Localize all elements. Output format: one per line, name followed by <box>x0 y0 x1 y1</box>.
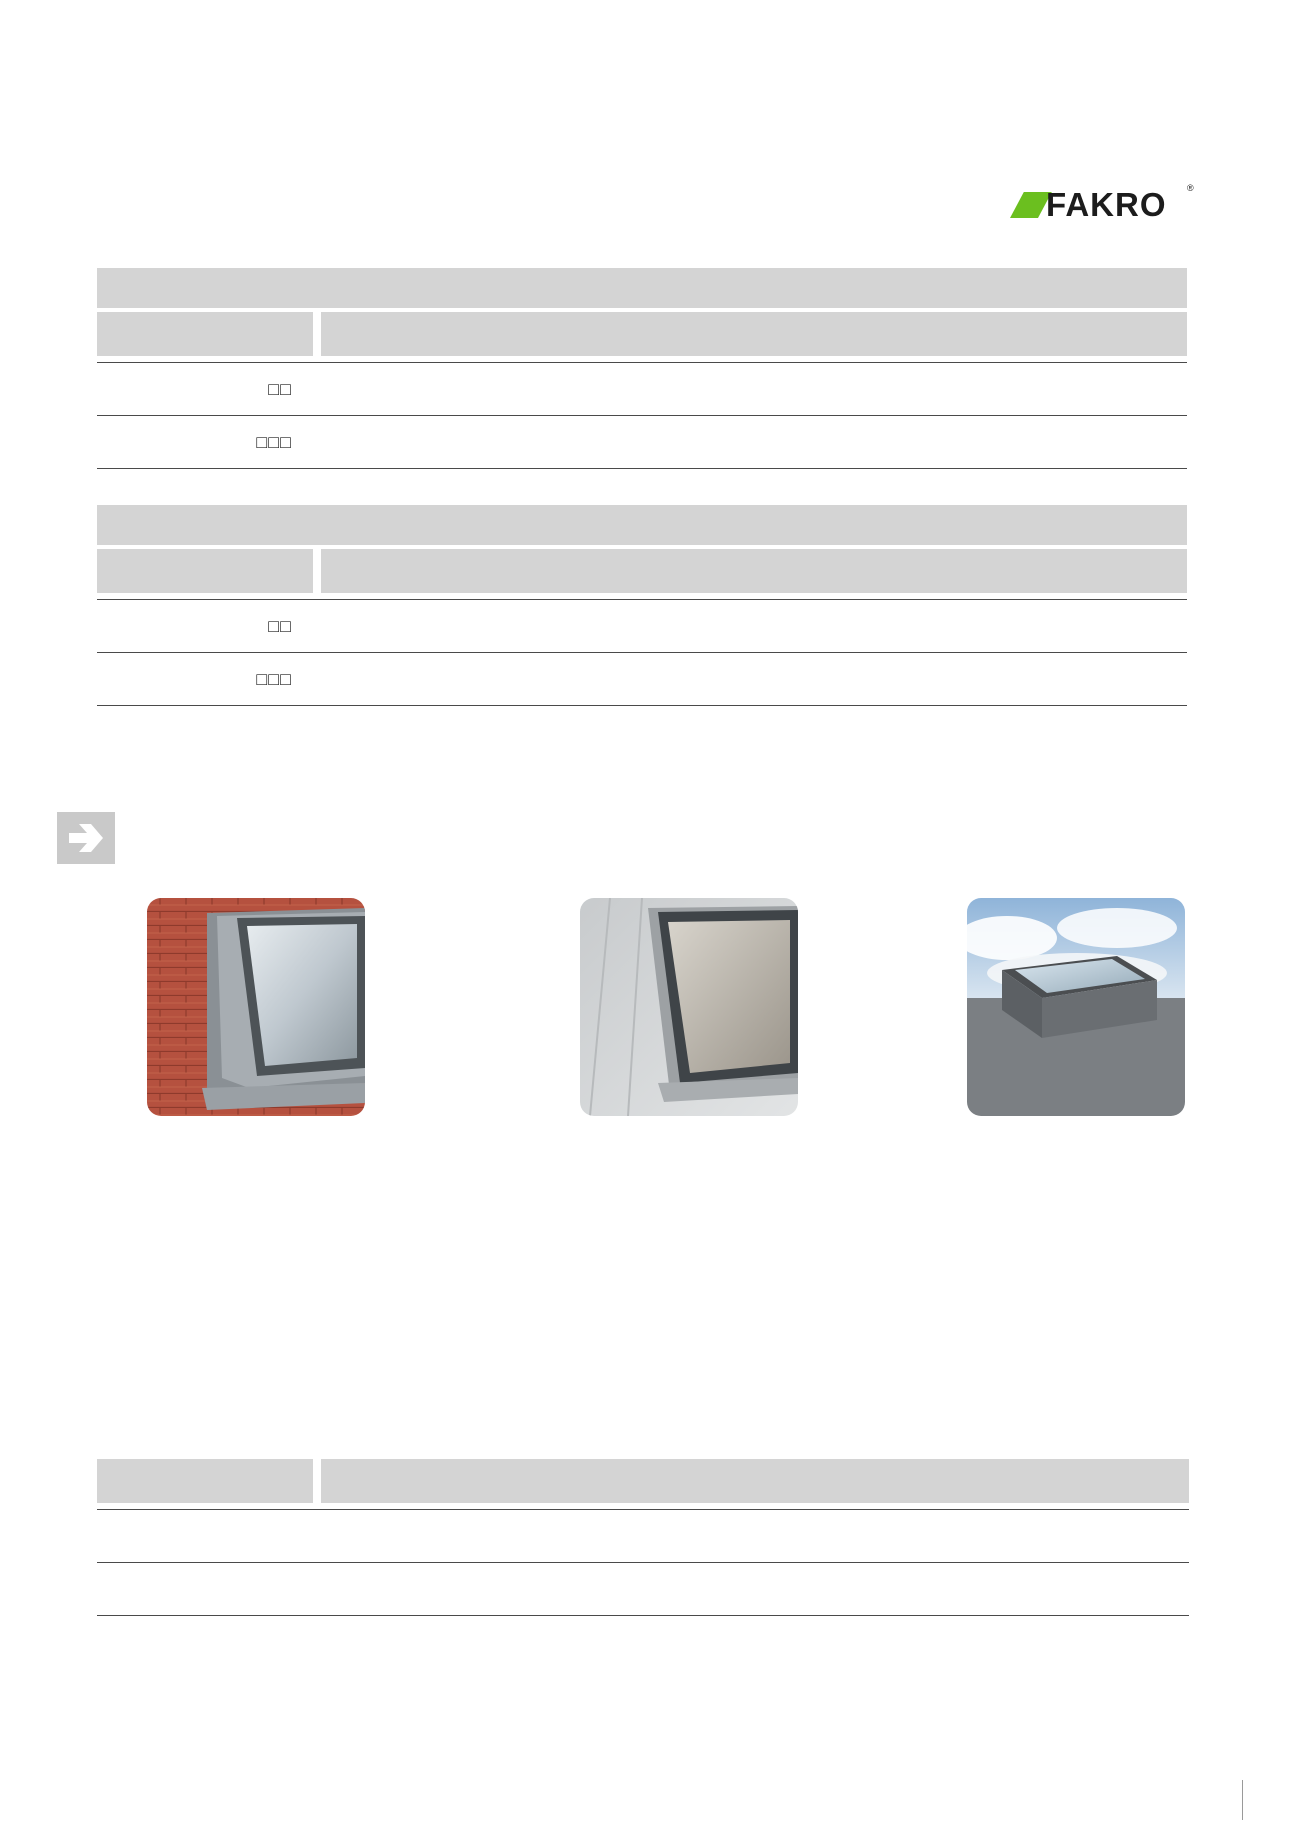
table-rule <box>97 362 1187 363</box>
table-rule <box>97 1615 1189 1616</box>
table-rule <box>97 415 1187 416</box>
table-rule <box>97 705 1187 706</box>
table-header-right <box>321 549 1187 593</box>
table-header-left <box>97 549 313 593</box>
flashing-tile-roof-photo <box>147 898 365 1116</box>
table-header-left <box>97 1459 313 1503</box>
table-rule <box>97 652 1187 653</box>
table-rule <box>97 468 1187 469</box>
table-title-band <box>97 505 1187 545</box>
registered-mark: ® <box>1187 183 1194 193</box>
table-header-right <box>321 1459 1189 1503</box>
flashing-metal-roof-photo <box>580 898 798 1116</box>
page-edge-line <box>1242 1780 1243 1820</box>
table-row-label: □□ <box>268 379 292 399</box>
table-row-label: □□□ <box>256 432 292 452</box>
table-rule <box>97 1562 1189 1563</box>
table-header-left <box>97 312 313 356</box>
logo-wordmark: FAKRO <box>1046 186 1167 223</box>
table-rule <box>97 1509 1189 1510</box>
flat-roof-window-photo <box>967 898 1185 1116</box>
table-rule <box>97 599 1187 600</box>
table-header-right <box>321 312 1187 356</box>
arrow-right-icon <box>57 812 115 864</box>
fakro-logo <box>1010 183 1194 223</box>
table-title-band <box>97 268 1187 308</box>
table-row-label: □□□ <box>256 669 292 689</box>
table-row-label: □□ <box>268 616 292 636</box>
